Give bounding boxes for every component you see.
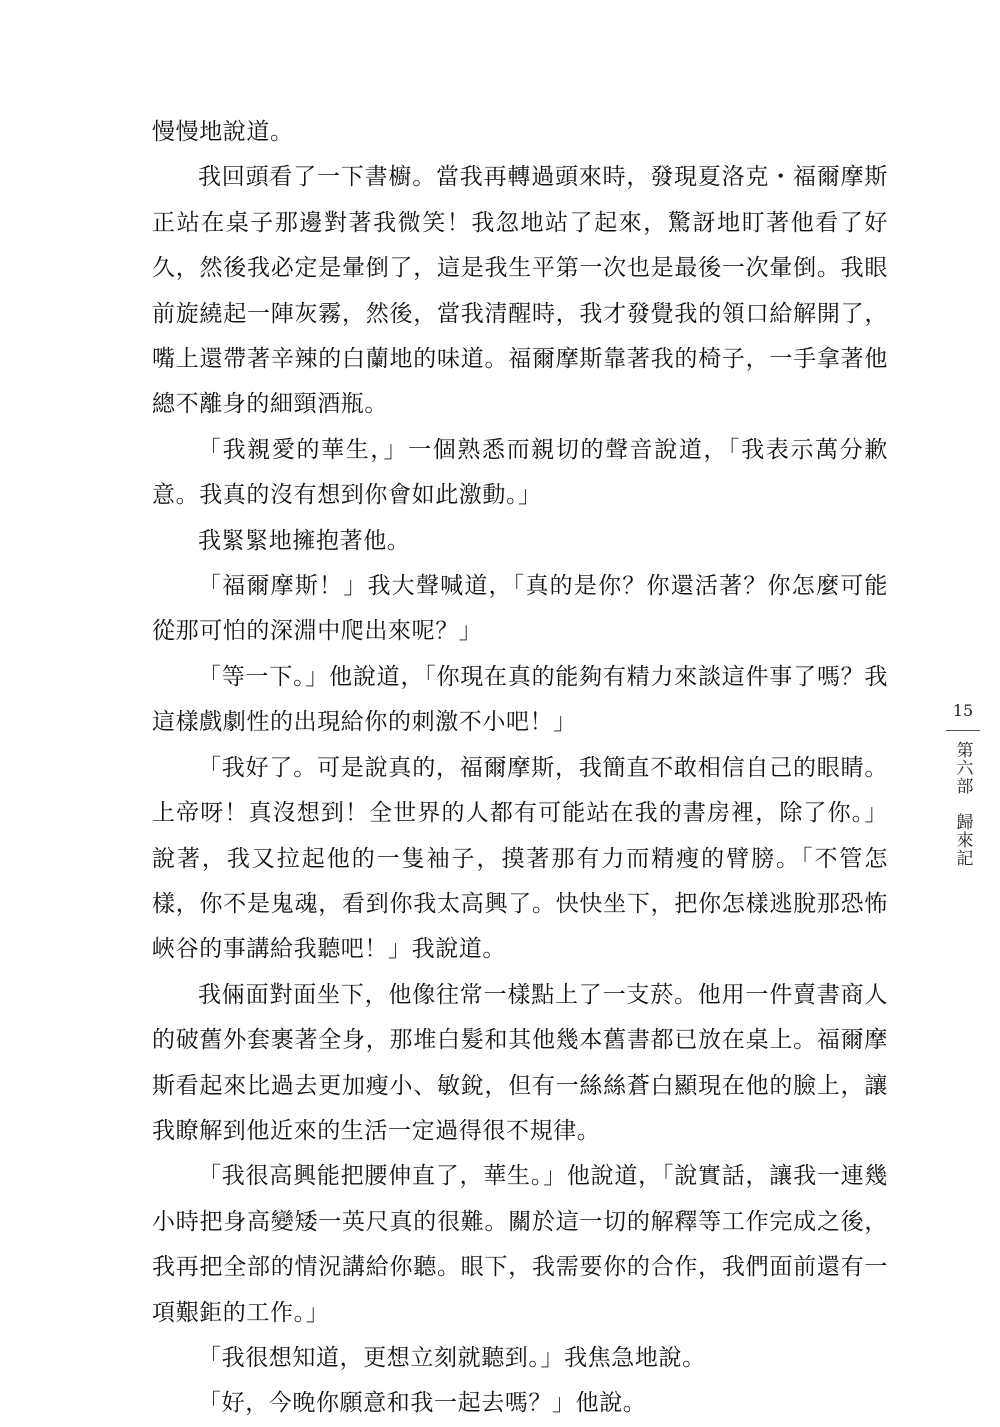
paragraph: 「好，今晚你願意和我一起去嗎？」他說。 [198,1390,647,1417]
paragraph: 我緊緊地擁抱著他。 [198,527,411,554]
paragraph-continuation: 慢慢地說道。 [152,119,294,145]
book-title: 歸來記 [952,813,973,867]
margin-rule [946,730,980,731]
paragraph: 「我親愛的華生，」一個熟悉而親切的聲音說道，「我表示萬分歉意。我真的沒有想到你會如此激動。」 [152,436,888,509]
paragraph: 「我好了。可是說真的，福爾摩斯，我簡直不敢相信自己的眼睛。上帝呀！真沒想到！全世界的人都有可能站在我的書房裡，除了你。」說著，我又拉起他的一隻袖子，摸著那有力而精瘦的臂膀。「不管怎樣，你不是鬼魂，看到你我太高興了。快快坐下，把你怎樣逃脫那恐怖峽谷的事講給我聽吧！」我說道。 [152,754,888,963]
paragraph: 我回頭看了一下書櫥。當我再轉過頭來時，發現夏洛克・福爾摩斯正站在桌子那邊對著我微笑！我忽地站了起來，驚訝地盯著他看了好久，然後我必定是暈倒了，這是我生平第一次也是最後一次暈倒。我眼前旋繞起一陣灰霧，然後，當我清醒時，我才發覺我的領口給解開了，嘴上還帶著辛辣的白蘭地的味道。福爾摩斯靠著我的椅子，一手拿著他總不離身的細頸酒瓶。 [152,164,888,418]
page-number: 15 [952,701,974,720]
paragraph: 「我很想知道，更想立刻就聽到。」我焦急地說。 [198,1344,706,1371]
paragraph: 我倆面對面坐下，他像往常一樣點上了一支菸。他用一件賣書商人的破舊外套裹著全身，那堆白髮和其他幾本舊書都已放在桌上。福爾摩斯看起來比過去更加瘦小、敏銳，但有一絲絲蒼白顯現在他的臉上，讓我瞭解到他近來的生活一定過得很不規律。 [152,981,888,1144]
part-label: 第六部 [952,741,973,795]
paragraph: 「等一下。」他說道，「你現在真的能夠有精力來談這件事了嗎？我這樣戲劇性的出現給你的刺激不小吧！」 [152,663,888,736]
body-text [152,110,888,1427]
paragraph: 「福爾摩斯！」我大聲喊道，「真的是你？你還活著？你怎麼可能從那可怕的深淵中爬出來呢？」 [152,573,888,645]
side-margin [946,700,980,867]
paragraph: 「我很高興能把腰伸直了，華生。」他說道，「說實話，讓我一連幾小時把身高變矮一英尺真的很難。關於這一切的解釋等工作完成之後，我再把全部的情況講給你聽。眼下，我需要你的合作，我們面前還有一項艱鉅的工作。」 [152,1163,888,1326]
